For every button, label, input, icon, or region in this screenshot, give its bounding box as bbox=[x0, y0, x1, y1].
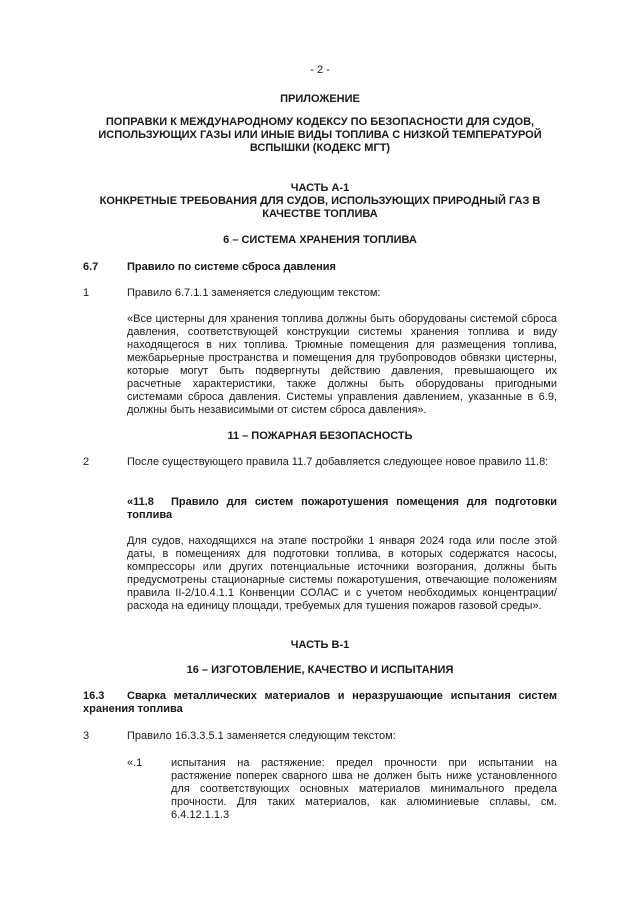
document-title: ПОПРАВКИ К МЕЖДУНАРОДНОМУ КОДЕКСУ ПО БЕЗОПАСНОСТИ ДЛЯ СУДОВ, ИСПОЛЬЗУЮЩИХ ГАЗЫ ИЛИ ИНЫЕ ВИДЫ ТОПЛИВА С НИЗКОЙ ТЕМПЕРАТУРОЙ ВСПЫШКИ (КОДЕКС МГТ) bbox=[98, 116, 542, 154]
section-6-7-number: 6.7 bbox=[83, 261, 99, 273]
part-a1-heading: ЧАСТЬ А-1 bbox=[290, 182, 350, 194]
chapter-6-heading: 6 – СИСТЕМА ХРАНЕНИЯ ТОПЛИВА bbox=[223, 234, 417, 246]
quote-6-7-1-1: «Все цистерны для хранения топлива должны быть оборудованы системой сброса давления, соответствующей конструкции системы хранения топлива и виду находящегося в них топлива. Трюмные помещения для размещения топлива, межбарьерные пространства и помещения для трубопроводов обвязки цистерны, которые могут быть подвергнуты действию давления, превышающего их расчетные характеристики, также должны быть оборудованы пригодными системами сброса давления. Системы управления давлением, указанные в 6.9, должны быть независимыми от систем сброса давления». bbox=[127, 313, 557, 416]
section-16-3-title: Сварка металлических материалов и неразрушающие испытания систем хранения топлива bbox=[83, 690, 557, 715]
annex-title: ПРИЛОЖЕНИЕ bbox=[280, 93, 360, 105]
item-2-number: 2 bbox=[83, 456, 90, 468]
quote-11-8: Для судов, находящихся на этапе постройки 1 января 2024 года или после этой даты, в помещениях для подготовки топлива, в которых содержатся насосы, компрессоры или других потенциальные источники возгорания, должны быть предусмотрены стационарные системы пожаротушения, отвечающие положениям правила II-2/10.4.1.1 Конвенции СОЛАС и с учетом необходимых концентрации/расхода на единицу площади, требуемых для тушения пожаров газовой среды». bbox=[127, 535, 557, 612]
item-3-number: 3 bbox=[83, 730, 90, 742]
page-number: - 2 - bbox=[310, 64, 330, 76]
item-1-text: Правило 6.7.1.1 заменяется следующим текстом: bbox=[127, 287, 381, 299]
subitem-1-number: «.1 bbox=[127, 757, 143, 769]
section-16-3-number: 16.3 bbox=[83, 690, 105, 702]
part-a1-title: КОНКРЕТНЫЕ ТРЕБОВАНИЯ ДЛЯ СУДОВ, ИСПОЛЬЗУЮЩИХ ПРИРОДНЫЙ ГАЗ В КАЧЕСТВЕ ТОПЛИВА bbox=[99, 195, 541, 220]
chapter-16-heading: 16 – ИЗГОТОВЛЕНИЕ, КАЧЕСТВО И ИСПЫТАНИЯ bbox=[186, 664, 454, 676]
chapter-11-heading: 11 – ПОЖАРНАЯ БЕЗОПАСНОСТЬ bbox=[227, 430, 413, 442]
item-1-number: 1 bbox=[83, 287, 90, 299]
section-11-8-number: «11.8 bbox=[127, 496, 154, 508]
part-b1-heading: ЧАСТЬ В-1 bbox=[290, 639, 350, 651]
subitem-1-text: испытания на растяжение: предел прочности при испытании на растяжение поперек сварного шва не должен быть ниже установленного для соответствующих основных материалов минимального предела прочности. Для таких материалов, как алюминиевые сплавы, см. 6.4.12.1.1.3 bbox=[171, 757, 557, 821]
item-2-text: После существующего правила 11.7 добавляется следующее новое правило 11.8: bbox=[127, 456, 549, 468]
section-6-7-title: Правило по системе сброса давления bbox=[127, 261, 336, 273]
section-11-8-title: Правило для систем пожаротушения помещения для подготовки топлива bbox=[127, 496, 557, 521]
item-3-text: Правило 16.3.3.5.1 заменяется следующим текстом: bbox=[127, 730, 396, 742]
